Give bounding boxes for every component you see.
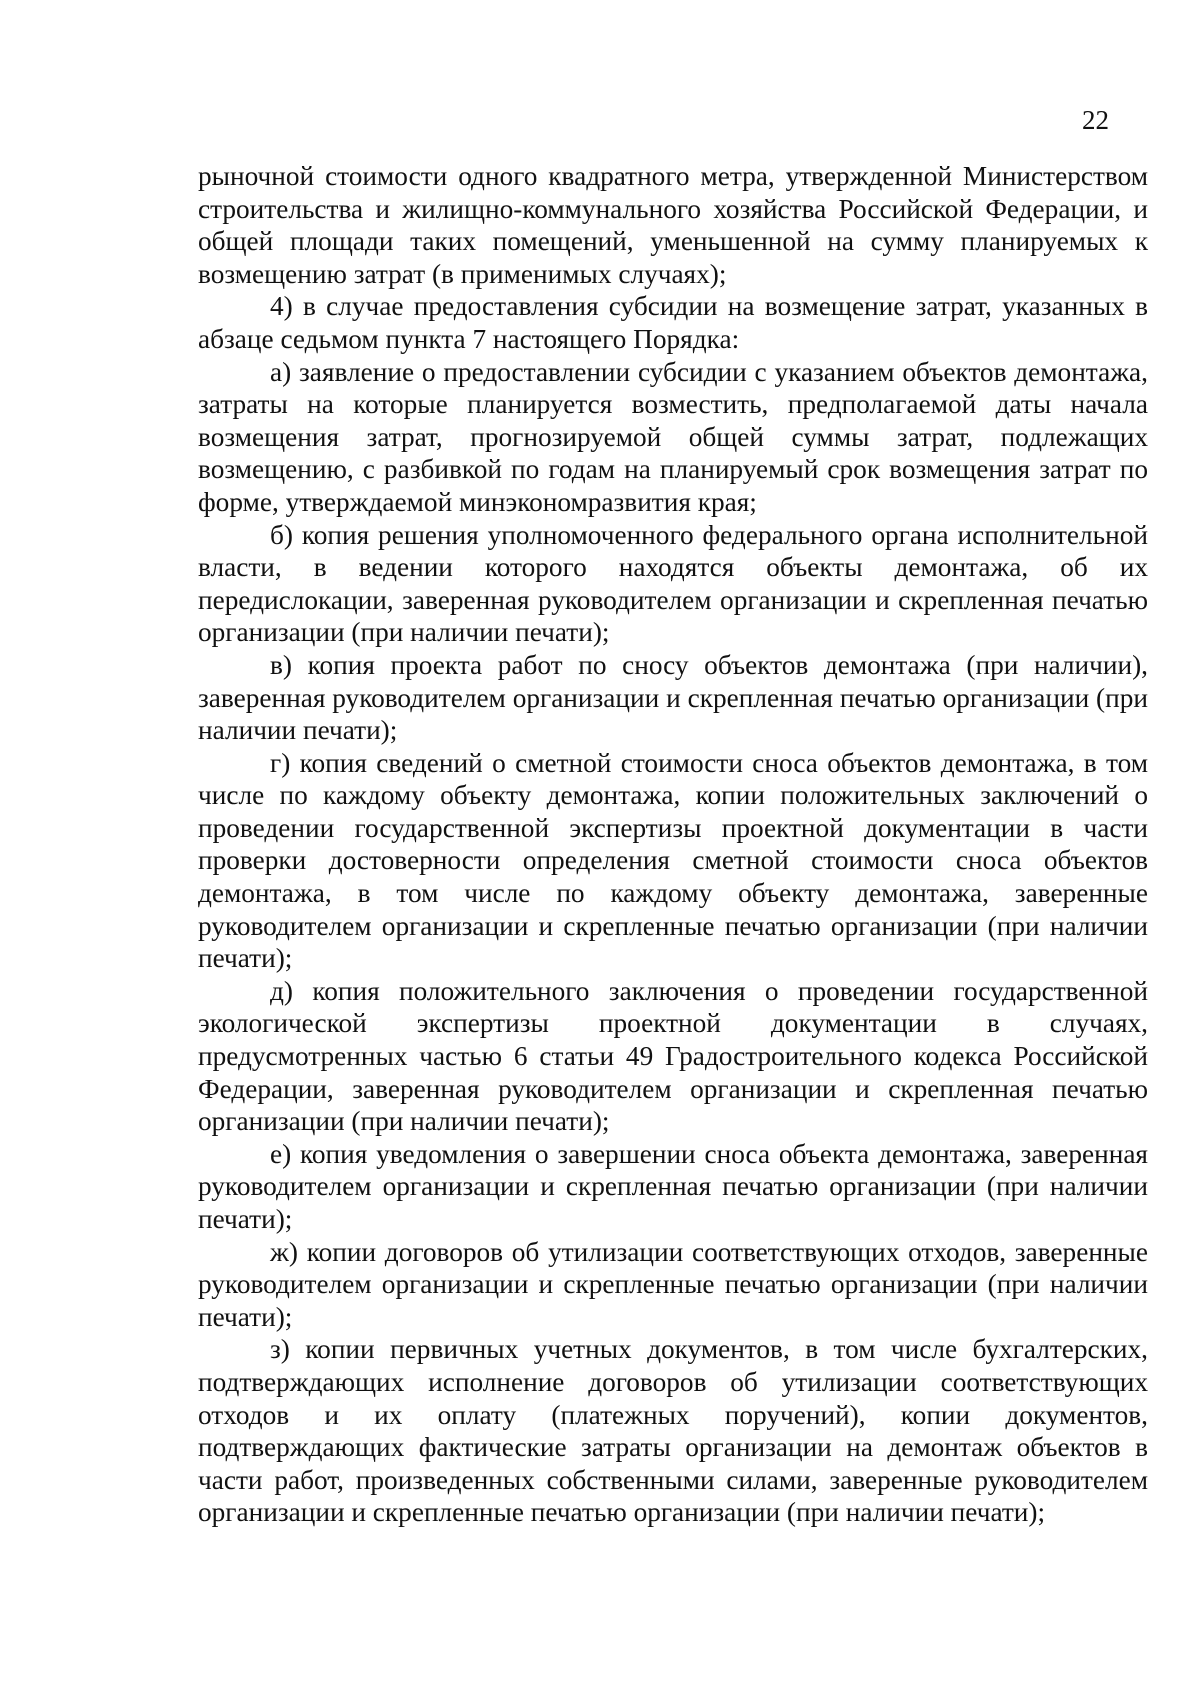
- paragraph-item-zh: ж) копии договоров об утилизации соответствующих отходов, заверенные руководителем организации и скрепленные печатью организации (при наличии печати);: [198, 1236, 1148, 1332]
- paragraph-item-4: 4) в случае предоставления субсидии на возмещение затрат, указанных в абзаце седьмом пункта 7 настоящего Порядка:: [198, 291, 1148, 354]
- paragraph-item-e: е) копия уведомления о завершении сноса объекта демонтажа, заверенная руководителем организации и скрепленная печатью организации (при наличии печати);: [198, 1138, 1148, 1234]
- document-body: [198, 160, 1148, 1529]
- paragraph-item-g: г) копия сведений о сметной стоимости сноса объектов демонтажа, в том числе по каждому объекту демонтажа, копии положительных заключений о проведении государственной экспертизы проектной документации в части проверки достоверности определения сметной стоимости сноса объектов демонтажа, в том числе по каждому объекту демонтажа, заверенные руководителем организации и скрепленные печатью организации (при наличии печати);: [198, 747, 1148, 974]
- paragraph-continuation: рыночной стоимости одного квадратного метра, утвержденной Министерством строительства и жилищно-коммунального хозяйства Российской Федерации, и общей площади таких помещений, уменьшенной на сумму планируемых к возмещению затрат (в применимых случаях);: [198, 161, 1148, 289]
- paragraph-item-d: д) копия положительного заключения о проведении государственной экологической экспертизы проектной документации в случаях, предусмотренных частью 6 статьи 49 Градостроительного кодекса Российской Федерации, заверенная руководителем организации и скрепленная печатью организации (при наличии печати);: [198, 975, 1148, 1137]
- paragraph-item-z: з) копии первичных учетных документов, в том числе бухгалтерских, подтверждающих исполнение договоров об утилизации соответствующих отходов и их оплату (платежных поручений), копии документов, подтверждающих фактические затраты организации на демонтаж объектов в части работ, произведенных собственными силами, заверенные руководителем организации и скрепленные печатью организации (при наличии печати);: [198, 1334, 1148, 1528]
- paragraph-item-v: в) копия проекта работ по сносу объектов демонтажа (при наличии), заверенная руководителем организации и скрепленная печатью организации (при наличии печати);: [198, 649, 1148, 746]
- paragraph-item-a: а) заявление о предоставлении субсидии с указанием объектов демонтажа, затраты на которые планируется возместить, предполагаемой даты начала возмещения затрат, прогнозируемой общей суммы затрат, подлежащих возмещению, с разбивкой по годам на планируемый срок возмещения затрат по форме, утверждаемой минэкономразвития края;: [198, 356, 1148, 517]
- paragraph-item-b: б) копия решения уполномоченного федерального органа исполнительной власти, в ведении которого находятся объекты демонтажа, об их передислокации, заверенная руководителем организации и скрепленная печатью организации (при наличии печати);: [198, 519, 1148, 648]
- page-number: 22: [1082, 105, 1109, 135]
